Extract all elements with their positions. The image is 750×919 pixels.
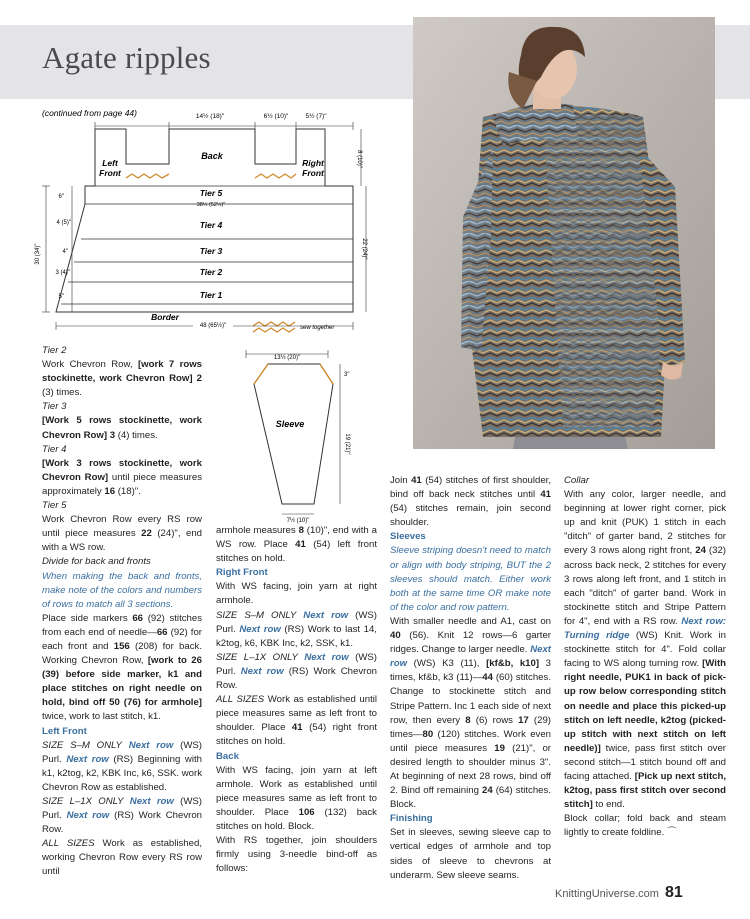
dim-left-full: 30 (34)" [35, 243, 41, 265]
right-front-text-4: ALL SIZES Work as established until piece measures same as left front to shoulder. Place 41 (54) right front stitches on hold. [216, 694, 377, 748]
collar-heading: Collar [564, 475, 590, 486]
label-border: Border [151, 312, 179, 322]
dim-left-3: 3 (4)" [55, 270, 70, 276]
model-photo [413, 17, 715, 449]
sleeves-note: Sleeve striping doesn't need to match or align with body striping, BUT the 2 sleeves should match. Either work both at the same time OR make note of the color and row pattern. [390, 545, 551, 613]
left-front-text-2: SIZE L–1X ONLY Next row (WS) Purl. Next row (RS) Work Chevron Row. [42, 796, 202, 836]
back-text: With WS facing, join yarn at left armhole. Work as established until piece measures same as left front to shoulder. Place 106 (132) back stitches on hold. Block. [216, 764, 377, 832]
tier5-heading: Tier 5 [42, 500, 67, 512]
armhole-text: armhole measures 8 (10)", end with a WS row. Place 41 (54) left front stitches on hold. [216, 525, 377, 565]
page-title: Agate ripples [42, 40, 211, 75]
dim-sleeve-bottom: 7½ (10)" [286, 518, 310, 524]
dim-left-4a: 4 (5)" [56, 220, 71, 226]
text-column-4 [564, 474, 726, 840]
label-sew-together: sew together [300, 325, 335, 331]
label-back: Back [201, 151, 223, 161]
label-tier4: Tier 4 [199, 220, 223, 230]
dim-back-width: 14½ (18)" [195, 113, 225, 120]
left-front-heading: Left Front [42, 725, 87, 737]
back-heading: Back [216, 750, 239, 762]
label-tier1: Tier 1 [199, 290, 223, 300]
tier3-heading: Tier 3 [42, 401, 67, 413]
text-column-3 [390, 474, 551, 883]
right-front-text-1: With WS facing, join yarn at right armhole. [216, 581, 377, 607]
dim-bottom: 48 (65½)" [199, 323, 227, 329]
tier3-text: [Work 5 rows stockinette, work Chevron Row] 3 (4) times. [42, 415, 202, 441]
dim-shoulder: 5½ (7)" [305, 113, 327, 120]
divide-heading: Divide for back and fronts [42, 556, 151, 568]
finishing-text: Set in sleeves, sewing sleeve cap to vertical edges of armhole and top sides of sleeve to chevrons at underarm. Sew sleeve seams. [390, 827, 551, 881]
continued-note: (continued from page 44) [42, 108, 137, 118]
dim-neck: 6½ (10)" [263, 113, 289, 120]
label-sleeve: Sleeve [275, 419, 305, 429]
finishing-heading: Finishing [390, 813, 433, 825]
dim-left-6: 6" [58, 194, 64, 200]
tier4-heading: Tier 4 [42, 443, 67, 455]
back-text-2: With RS together, join shoulders firmly using 3-needle bind-off as follows: [216, 835, 377, 875]
text-column-1 [42, 344, 202, 880]
tier5-text: Work Chevron Row every RS row until piece measures 22 (24)", end with a WS row. [42, 514, 202, 554]
sleeve-outline [254, 364, 333, 504]
join-text: Join 41 (54) stitches of first shoulder, bind off back neck stitches until 41 (54) stitches remain, join second shoulder. [390, 475, 551, 529]
text-column-2 [216, 524, 377, 876]
dim-sleeve-length: 19 (21)" [344, 433, 350, 455]
label-right-front: Right Front [302, 158, 324, 178]
label-tier5: Tier 5 [199, 188, 223, 198]
collar-text-2: Block collar; fold back and steam lightly to create foldline. ⌒ [564, 812, 726, 840]
footer-site: KnittingUniverse.com [555, 888, 659, 900]
sleeves-text: With smaller needle and A1, cast on 40 (56). Knit 12 rows—6 garter ridges. Change to larger needle. Next row (WS) K3 (11), [kf&b, k10] 3 times, kf&b, k3 (11)—44 (60) stitches. Change to stockinette stitch and Stripe Pattern. Inc 1 each side of next row, then every 8 (6) rows 17 (29) times—80 (120) stitches. Work even until piece measures 19 (21)", or desired length to shoulder minus 3". At beginning of next 28 rows, bind off 2. Bind off remaining 24 (64) stitches. Block. [390, 615, 551, 811]
tier4-text: [Work 3 rows stockinette, work Chevron Row] until piece measures approximately 16 (18)". [42, 457, 202, 497]
dim-sleeve-top: 13½ (20)" [273, 355, 301, 361]
page-number: 81 [664, 884, 683, 901]
dim-right-full: 22 (24)" [361, 238, 367, 260]
divide-note: When making the back and fronts, make note of the colors and numbers of rows to match all 3 sections. [42, 570, 202, 610]
dim-tier5: 38½ (52½)" [196, 202, 226, 208]
label-left-front: Left Front [99, 158, 121, 178]
right-front-text-2: SIZE S–M ONLY Next row (WS) Purl. Next row (RS) Work to last 14, k2tog, k6, KBK Inc, k2, SSK, k1. [216, 609, 377, 649]
divide-text: Place side markers 66 (92) stitches from each end of needle—66 (92) for each front and 156 (208) for back. Working Chevron Row, [work to 26 (39) before side marker, k1 and place stitches on right needle on hold, bind off 50 (76) for armhole] twice, work to last stitch, k1. [42, 612, 202, 723]
photo-illustration [413, 17, 715, 449]
dim-left-4b: 4" [62, 249, 68, 255]
page-footer [555, 884, 683, 902]
right-front-text-3: SIZE L–1X ONLY Next row (WS) Purl. Next row (RS) Work Chevron Row. [216, 651, 377, 692]
left-front-text-3: ALL SIZES Work as established, working Chevron Row every RS row until [42, 838, 202, 878]
sleeves-heading: Sleeves [390, 531, 426, 543]
right-front-heading: Right Front [216, 567, 268, 579]
dim-right-top: 8 (10)" [356, 150, 362, 168]
tier2-heading: Tier 2 [42, 345, 67, 356]
dim-left-5: 5" [58, 294, 64, 300]
collar-text: With any color, larger needle, and beginning at lower right corner, pick up and knit (PUK) 1 stitch in each "ditch" of garter band, 2 stitches for every 3 rows along right front, 24 (32) across back neck, 2 stitches for every 3 rows along left front, and 1 stitch in each "ditch" of garter band. Work in stockinette stitch and Stripe Pattern for 4", end with a RS row. Next row: Turning ridge (WS) Knit. Work in stockinette stitch for 4". Fold collar facing to WS along turning row. [With right needle, PUK1 in back of pick-up row below corresponding stitch on needle and place this picked-up stitch on left needle, k2tog (picked-up stitch with next stitch on left needle)] twice, pass first stitch over second stitch—1 stitch bound off and facing attached. [Pick up next stitch, k2tog, pass first stitch over second stitch] to end. [564, 489, 726, 811]
dim-sleeve-cap: 3" [344, 372, 350, 378]
left-front-text: SIZE S–M ONLY Next row (WS) Purl. Next row (RS) Beginning with k1, k2tog, k2, KBK Inc, k6, SSK. work Chevron Row as established. [42, 739, 202, 793]
end-mark-icon: ⌒ [666, 827, 677, 839]
tier2-text: Work Chevron Row, [work 7 rows stockinette, work Chevron Row] 2 (3) times. [42, 359, 203, 399]
label-tier3: Tier 3 [199, 246, 223, 256]
label-tier2: Tier 2 [199, 267, 223, 277]
